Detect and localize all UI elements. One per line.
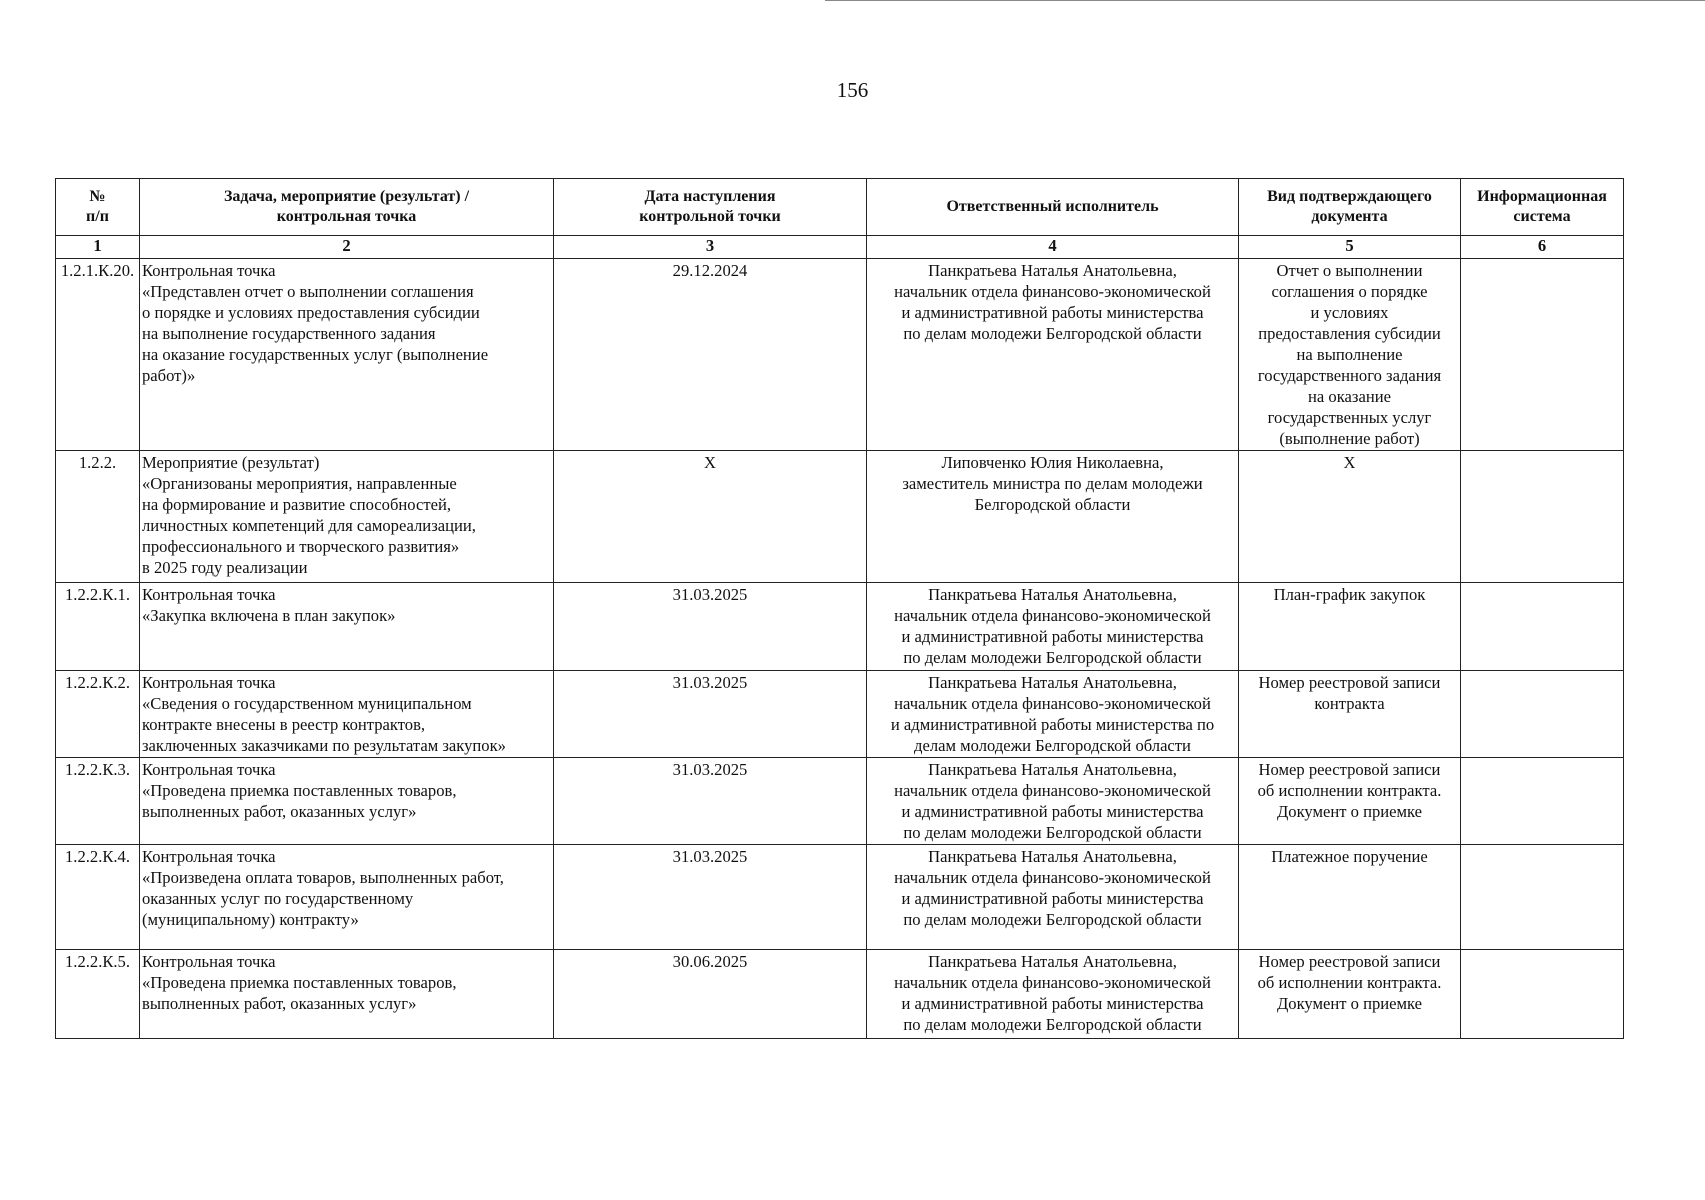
table-row	[56, 671, 1624, 758]
table-row	[56, 845, 1624, 950]
row-date: 30.06.2025	[554, 950, 867, 1039]
row-number: 1.2.2.К.5.	[56, 950, 140, 1039]
row-document: Платежное поручение	[1239, 845, 1461, 950]
column-number: 4	[867, 236, 1239, 259]
row-date: 29.12.2024	[554, 259, 867, 451]
row-date: 31.03.2025	[554, 758, 867, 845]
table-row	[56, 583, 1624, 671]
column-number: 3	[554, 236, 867, 259]
row-task: Контрольная точка «Сведения о государственном муниципальном контракте внесены в реестр контрактов, заключенных заказчиками по результатам закупок»	[140, 671, 554, 758]
table-row	[56, 950, 1624, 1039]
row-task: Контрольная точка «Проведена приемка поставленных товаров, выполненных работ, оказанных услуг»	[140, 950, 554, 1039]
row-executor: Панкратьева Наталья Анатольевна, начальник отдела финансово-экономической и административной работы министерства по делам молодежи Белгородской области	[867, 950, 1239, 1039]
row-document: Отчет о выполнении соглашения о порядке и условиях предоставления субсидии на выполнение государственного задания на оказание государственных услуг (выполнение работ)	[1239, 259, 1461, 451]
row-document: Х	[1239, 451, 1461, 583]
row-system	[1461, 451, 1624, 583]
row-executor: Панкратьева Наталья Анатольевна, начальник отдела финансово-экономической и административной работы министерства по делам молодежи Белгородской области	[867, 845, 1239, 950]
table-header-row	[56, 179, 1624, 236]
row-system	[1461, 950, 1624, 1039]
row-system	[1461, 671, 1624, 758]
row-number: 1.2.1.К.20.	[56, 259, 140, 451]
row-task: Контрольная точка «Проведена приемка поставленных товаров, выполненных работ, оказанных услуг»	[140, 758, 554, 845]
table-row	[56, 259, 1624, 451]
row-executor: Липовченко Юлия Николаевна, заместитель министра по делам молодежи Белгородской области	[867, 451, 1239, 583]
column-number: 2	[140, 236, 554, 259]
header-date: Дата наступления контрольной точки	[554, 179, 867, 236]
column-number: 5	[1239, 236, 1461, 259]
row-executor: Панкратьева Наталья Анатольевна, начальник отдела финансово-экономической и административной работы министерства по делам молодежи Белгородской области	[867, 758, 1239, 845]
row-document: Номер реестровой записи об исполнении контракта. Документ о приемке	[1239, 950, 1461, 1039]
header-task: Задача, мероприятие (результат) / контрольная точка	[140, 179, 554, 236]
row-executor: Панкратьева Наталья Анатольевна, начальник отдела финансово-экономической и административной работы министерства по делам молодежи Белгородской области	[867, 583, 1239, 671]
row-number: 1.2.2.К.3.	[56, 758, 140, 845]
control-points-table	[55, 178, 1624, 1039]
row-number: 1.2.2.К.2.	[56, 671, 140, 758]
row-date: 31.03.2025	[554, 583, 867, 671]
row-system	[1461, 758, 1624, 845]
header-number: № п/п	[56, 179, 140, 236]
row-system	[1461, 845, 1624, 950]
row-system	[1461, 583, 1624, 671]
row-date: 31.03.2025	[554, 671, 867, 758]
column-number: 6	[1461, 236, 1624, 259]
row-document: Номер реестровой записи об исполнении контракта. Документ о приемке	[1239, 758, 1461, 845]
row-date: Х	[554, 451, 867, 583]
row-number: 1.2.2.К.1.	[56, 583, 140, 671]
header-executor: Ответственный исполнитель	[867, 179, 1239, 236]
row-executor: Панкратьева Наталья Анатольевна, начальник отдела финансово-экономической и административной работы министерства по делам молодежи Белгородской области	[867, 671, 1239, 758]
row-task: Мероприятие (результат) «Организованы мероприятия, направленные на формирование и развитие способностей, личностных компетенций для самореализации, профессионального и творческого развития» в 2025 году реализации	[140, 451, 554, 583]
header-system: Информационная система	[1461, 179, 1624, 236]
row-document: Номер реестровой записи контракта	[1239, 671, 1461, 758]
row-document: План-график закупок	[1239, 583, 1461, 671]
page-number: 156	[836, 78, 869, 102]
row-executor: Панкратьева Наталья Анатольевна, начальник отдела финансово-экономической и административной работы министерства по делам молодежи Белгородской области	[867, 259, 1239, 451]
row-task: Контрольная точка «Закупка включена в план закупок»	[140, 583, 554, 671]
column-number-row	[56, 236, 1624, 259]
row-number: 1.2.2.	[56, 451, 140, 583]
row-number: 1.2.2.К.4.	[56, 845, 140, 950]
table-row	[56, 758, 1624, 845]
row-system	[1461, 259, 1624, 451]
header-document: Вид подтверждающего документа	[1239, 179, 1461, 236]
top-border-line	[825, 0, 1705, 1]
table-row	[56, 451, 1624, 583]
row-task: Контрольная точка «Представлен отчет о выполнении соглашения о порядке и условиях предоставления субсидии на выполнение государственного задания на оказание государственных услуг (выполнение работ)»	[140, 259, 554, 451]
column-number: 1	[56, 236, 140, 259]
row-date: 31.03.2025	[554, 845, 867, 950]
row-task: Контрольная точка «Произведена оплата товаров, выполненных работ, оказанных услуг по государственному (муниципальному) контракту»	[140, 845, 554, 950]
